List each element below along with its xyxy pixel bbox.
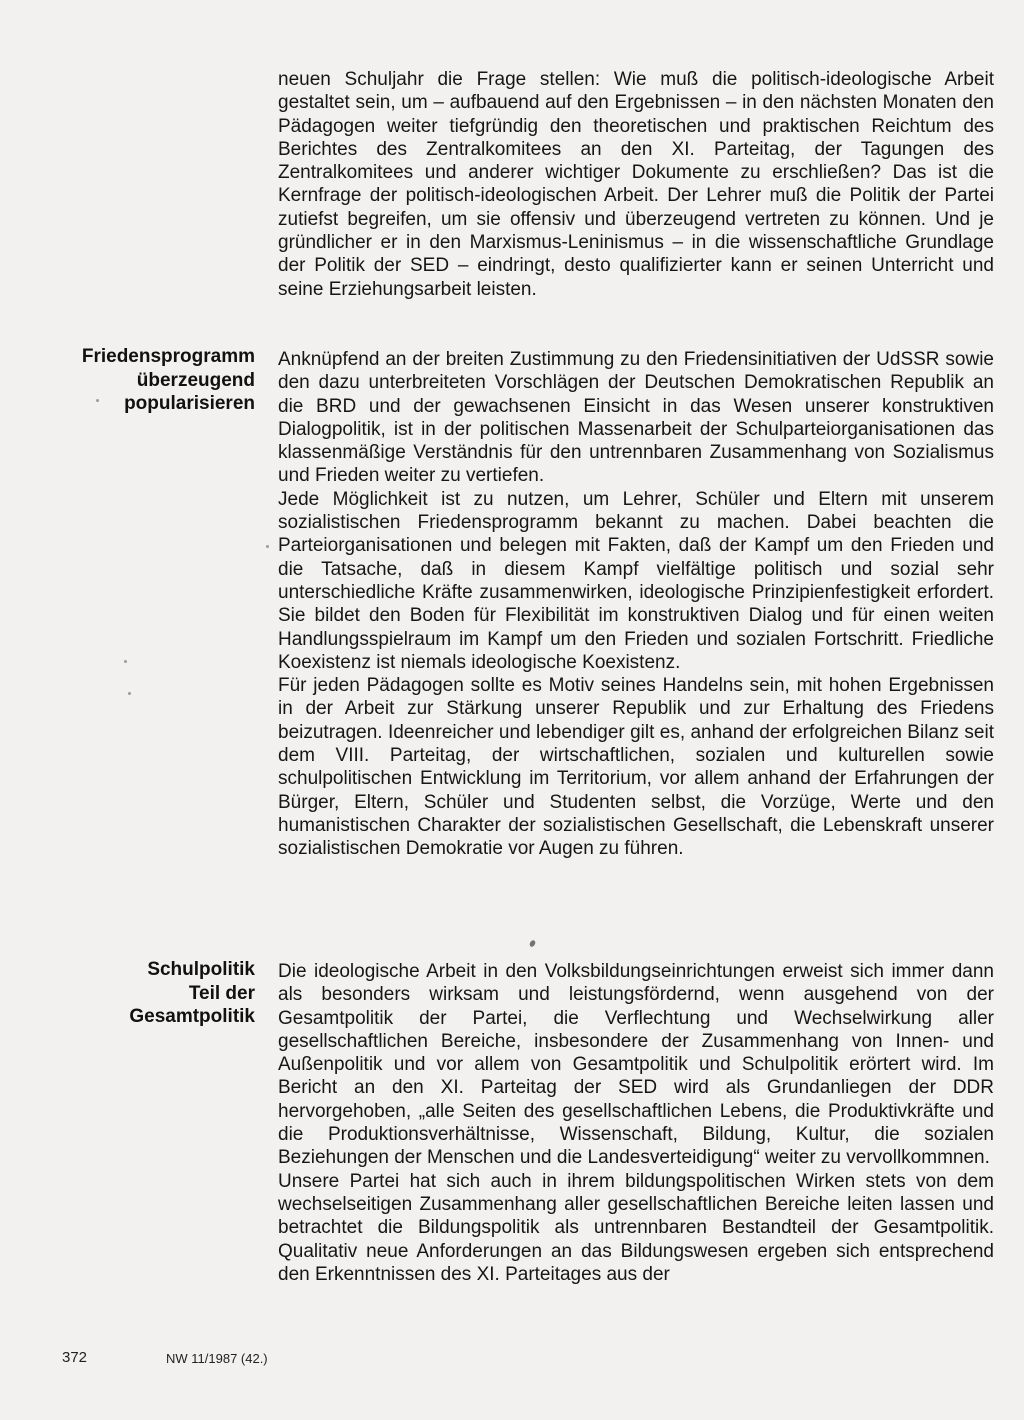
sidehead-line: Teil der: [188, 982, 255, 1004]
scan-speck: [529, 939, 537, 948]
sidehead-friedensprogramm: [35, 345, 255, 416]
sidehead-line: Schulpolitik: [147, 959, 255, 980]
page-number: 372: [62, 1349, 88, 1366]
sidehead-line: Friedensprogramm: [81, 346, 255, 367]
scan-speck: [128, 692, 131, 695]
paragraph-6: Unsere Partei hat sich auch in ihrem bildungspolitischen Wirken stets von dem wechselseitigen Zusammenhang aller gesellschaftlichen Bereiche leiten lassen und betrachtet die Bildungspolitik als untrennbaren Bestandteil der Gesamtpolitik. Qualitativ neue Anforderungen an das Bildungswesen ergeben sich entsprechend den Erkenntnissen des XI. Parteitages aus der: [278, 1170, 994, 1285]
paragraph-3: Jede Möglichkeit ist zu nutzen, um Lehrer, Schüler und Eltern mit unserem sozialistischen Friedensprogramm bekannt zu machen. Dabei beachten die Parteiorganisationen und belegen mit Fakten, daß der Kampf um den Frieden und die Tatsache, daß in diesem Kampf vielfältige politisch und sozial sehr unterschiedliche Kräfte zusammenwirken, ideologische Prinzipienfestigkeit erfordert. Sie bildet den Boden für Flexibilität im konstruktiven Dialog und für einen weiten Handlungsspielraum im Kampf um den Frieden und sozialen Fortschritt. Friedliche Koexistenz ist niemals ideologische Koexistenz.: [278, 488, 994, 673]
source-reference: NW 11/1987 (42.): [166, 1351, 268, 1366]
scan-speck: [96, 399, 99, 402]
sidehead-line: überzeugend: [136, 369, 255, 391]
body-section-3: [278, 960, 994, 1286]
body-section-2: [278, 348, 994, 861]
paragraph-2: Anknüpfend an der breiten Zustimmung zu den Friedensinitiativen der UdSSR sowie den dazu unterbreiteten Vorschlägen der Deutschen Demokratischen Republik an die BRD und der gewachsenen Einsicht in das Wesen unserer konstruktiven Dialogpolitik, ist in der politischen Massenarbeit der Schulparteiorganisationen das klassenmäßige Verständnis für den untrennbaren Zusammenhang von Sozialismus und Frieden weiter zu vertiefen.: [278, 349, 994, 487]
sidehead-schulpolitik: [35, 958, 255, 1029]
scan-speck: [266, 545, 269, 548]
scan-speck: [124, 660, 127, 663]
body-section-1: [278, 68, 994, 301]
paragraph-4: Für jeden Pädagogen sollte es Motiv seines Handelns sein, mit hohen Ergebnissen in der Arbeit zur Stärkung unserer Republik und zur Erhaltung des Friedens beizutragen. Ideenreicher und lebendiger gilt es, anhand der erfolgreichen Bilanz seit dem VIII. Parteitag, der wirtschaftlichen, sozialen und kulturellen sowie schulpolitischen Entwicklung im Territorium, vor allem anhand der Erfahrungen der Bürger, Eltern, Schüler und Studenten selbst, die Vorzüge, Werte und den humanistischen Charakter der sozialistischen Gesellschaft, die Lebenskraft unserer sozialistischen Demokratie vor Augen zu führen.: [278, 675, 994, 860]
sidehead-line: popularisieren: [124, 393, 255, 414]
paragraph-5: Die ideologische Arbeit in den Volksbildungseinrichtungen erweist sich immer dann als besonders wirksam und leistungsfördernd, wenn ausgehend von der Gesamtpolitik der Partei, die Verflechtung und Wechselwirkung aller gesellschaftlichen Bereiche, insbesondere der Zusammenhang von Innen- und Außenpolitik und vor allem von Gesamtpolitik und Schulpolitik erörtert wird. Im Bericht an den XI. Parteitag der SED wird als Grundanliegen der DDR hervorgehoben, „alle Seiten des gesellschaftlichen Lebens, die Produktivkräfte und die Produktionsverhältnisse, Wissenschaft, Bildung, Kultur, die sozialen Beziehungen der Menschen und die Landesverteidigung“ weiter zu vervollkommnen.: [278, 961, 994, 1169]
paragraph-1: neuen Schuljahr die Frage stellen: Wie muß die politisch-ideologische Arbeit gestaltet sein, um – aufbauend auf den Ergebnissen – in den nächsten Monaten den Pädagogen weiter tiefgründig den theoretischen und praktischen Reichtum des Berichtes des Zentralkomitees an den XI. Parteitag, der Tagungen des Zentralkomitees und anderer wichtiger Dokumente zu erschließen? Das ist die Kernfrage der politisch-ideologischen Arbeit. Der Lehrer muß die Politik der Partei zutiefst begreifen, um sie offensiv und überzeugend vertreten zu können. Und je gründlicher er in den Marxismus-Leninismus – in die wissenschaftliche Grundlage der Politik der SED – eindringt, desto qualifizierter kann er seinen Unterricht und seine Erziehungsarbeit leisten.: [278, 69, 994, 300]
sidehead-line: Gesamtpolitik: [129, 1006, 255, 1027]
